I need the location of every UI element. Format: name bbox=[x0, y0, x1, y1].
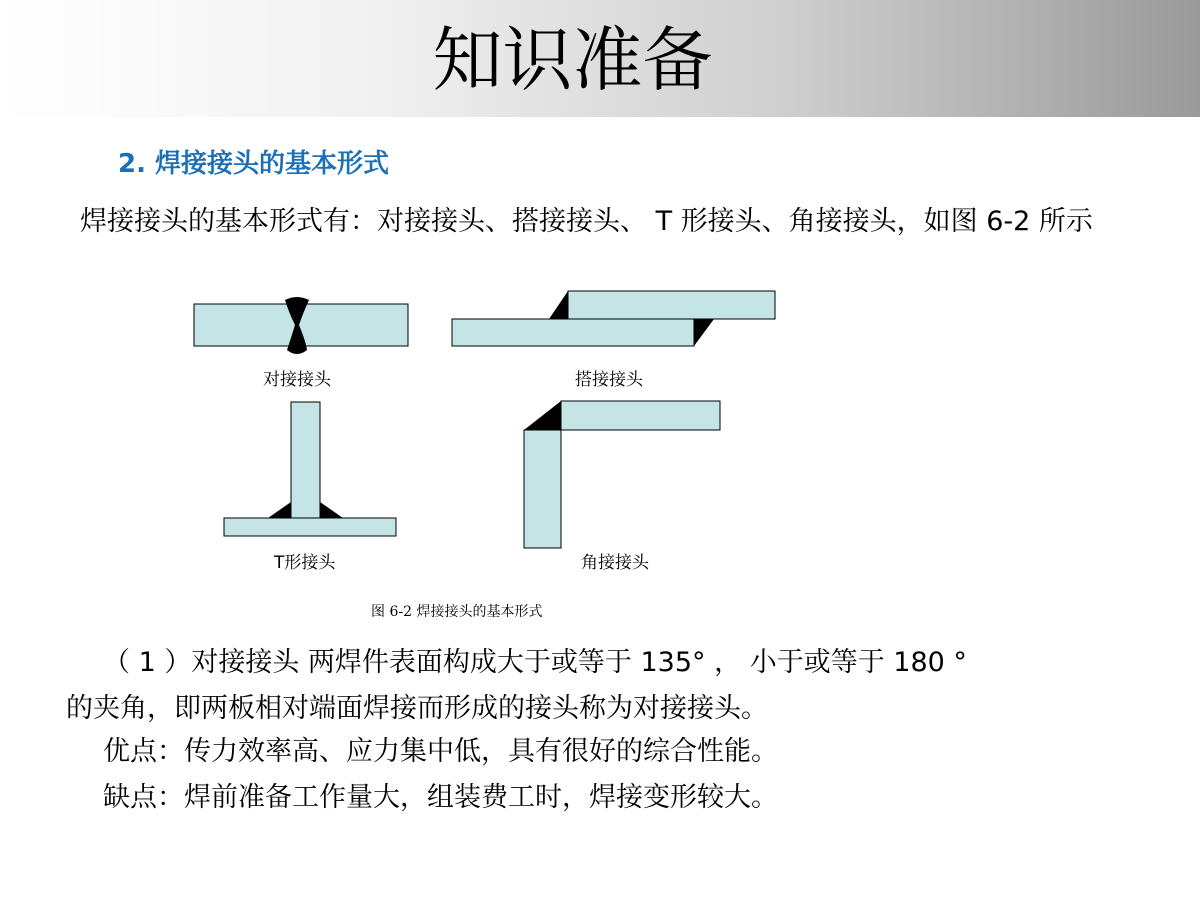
figure-caption: 图 6-2 焊接接头的基本形式 bbox=[371, 604, 543, 620]
butt-joint-label: 对接接头 bbox=[263, 370, 331, 390]
section-heading: 2. 焊接接头的基本形式 bbox=[118, 149, 390, 179]
tee-plate-base bbox=[224, 518, 396, 536]
page-title: 知识准备 bbox=[432, 19, 713, 101]
tee-joint-label: T形接头 bbox=[274, 553, 336, 573]
disadvantages-text: 缺点：焊前准备工作量大，组装费工时，焊接变形较大。 bbox=[103, 782, 778, 813]
corner-joint-label: 角接接头 bbox=[581, 553, 649, 573]
lap-joint-diagram bbox=[452, 291, 775, 346]
butt-joint-diagram bbox=[194, 297, 408, 354]
advantages-text: 优点：传力效率高、应力集中低，具有很好的综合性能。 bbox=[103, 736, 778, 767]
lap-plate-upper bbox=[568, 291, 775, 319]
tee-joint-diagram bbox=[224, 402, 396, 536]
tee-plate-stem bbox=[291, 402, 320, 518]
corner-plate-horizontal bbox=[561, 401, 720, 430]
lap-joint-label: 搭接接头 bbox=[575, 370, 643, 390]
corner-weld bbox=[524, 401, 561, 430]
corner-joint-diagram bbox=[524, 401, 720, 548]
butt-joint-definition-line2: 的夹角，即两板相对端面焊接而形成的接头称为对接接头。 bbox=[66, 693, 768, 724]
corner-plate-vertical bbox=[524, 430, 561, 548]
tee-weld-left bbox=[268, 502, 291, 518]
lap-weld-left bbox=[549, 291, 568, 319]
lap-plate-lower bbox=[452, 319, 694, 346]
intro-paragraph: 焊接接头的基本形式有：对接接头、搭接接头、 T 形接头、角接接头，如图 6-2 所示 bbox=[80, 206, 1093, 237]
butt-joint-definition-line1: （ 1 ）对接接头 两焊件表面构成大于或等于 135° ， 小于或等于 180 ° bbox=[103, 647, 967, 678]
lap-weld-right bbox=[694, 319, 714, 346]
tee-weld-right bbox=[320, 502, 343, 518]
